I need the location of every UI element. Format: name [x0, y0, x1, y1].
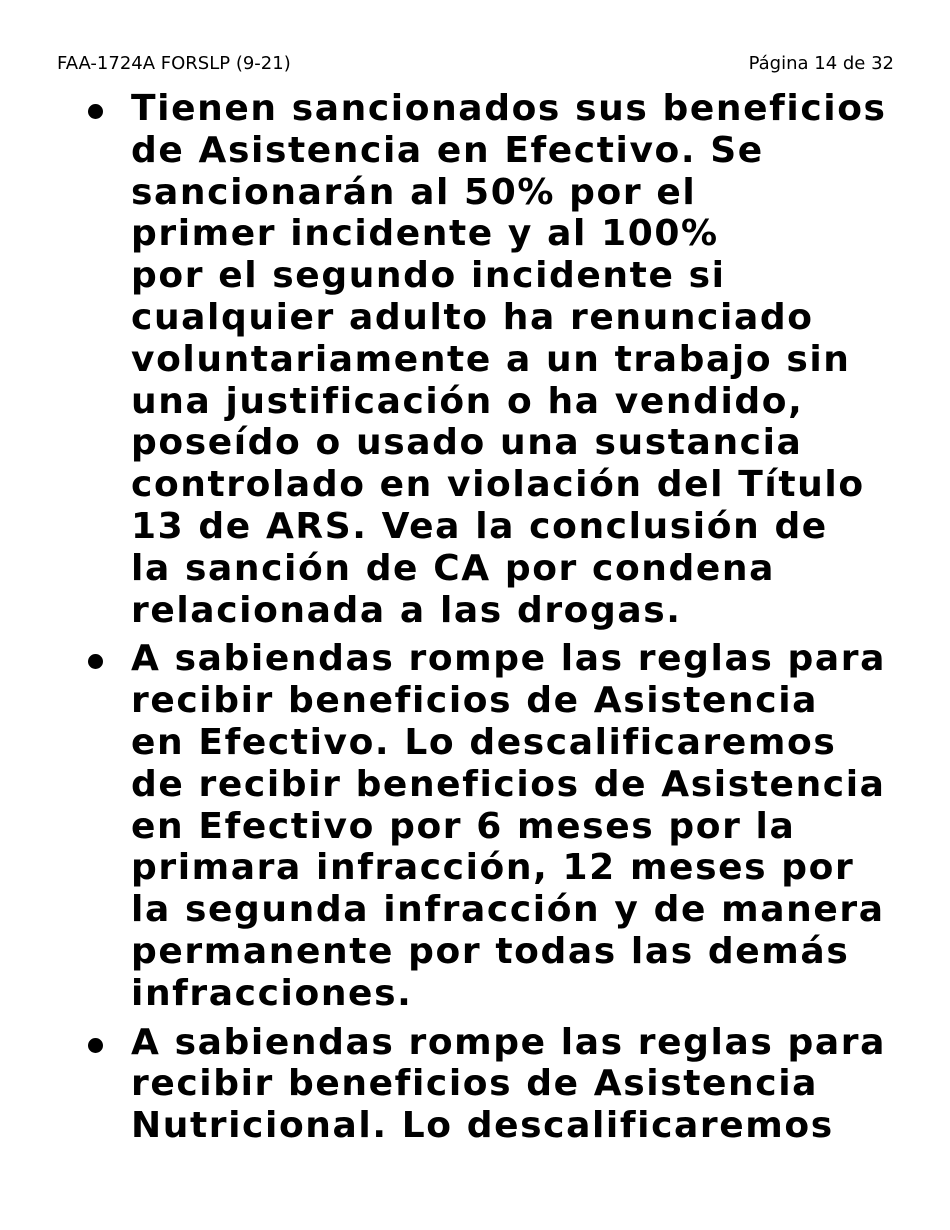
bullet-item-nutrition-rule-violation	[0, 1022, 950, 1147]
bullet-line: 13 de ARS. Vea la conclusión de	[131, 505, 828, 547]
bullet-line: poseído o usado una sustancia	[131, 422, 803, 464]
bullet-line: controlado en violación del Título	[131, 464, 865, 506]
bullet-line: permanente por todas las demás	[131, 930, 850, 972]
bullet-line: recibir beneficios de Asistencia	[131, 1063, 819, 1105]
bullet-line: la segunda infracción y de manera	[131, 889, 885, 931]
bullet-line: una justificación o ha vendido,	[131, 380, 804, 422]
form-id: FAA-1724A FORSLP (9-21)	[57, 53, 291, 74]
bullet-line: infracciones.	[131, 972, 413, 1014]
bullet-line: relacionada a las drogas.	[131, 589, 682, 631]
bullet-list	[0, 88, 950, 1154]
bullet-line: en Efectivo por 6 meses por la	[131, 805, 796, 847]
bullet-icon	[88, 1038, 103, 1053]
bullet-line: A sabiendas rompe las reglas para	[131, 638, 887, 680]
bullet-line: la sanción de CA por condena	[131, 547, 776, 589]
bullet-line: sancionarán al 50% por el	[131, 171, 697, 213]
bullet-item-cash-rule-violation	[0, 638, 950, 1014]
page-header	[57, 52, 894, 76]
bullet-line: primer incidente y al 100%	[131, 213, 719, 255]
bullet-line: recibir beneficios de Asistencia	[131, 680, 819, 722]
bullet-line: Nutricional. Lo descalificaremos	[131, 1105, 834, 1147]
bullet-icon	[88, 654, 103, 669]
bullet-line: de Asistencia en Efectivo. Se	[131, 129, 764, 171]
bullet-line: de recibir beneficios de Asistencia	[131, 763, 886, 805]
bullet-line: A sabiendas rompe las reglas para	[131, 1021, 887, 1063]
bullet-line: primara infracción, 12 meses por	[131, 847, 855, 889]
bullet-icon	[88, 104, 103, 119]
bullet-line: por el segundo incidente si	[131, 255, 726, 297]
bullet-line: voluntariamente a un trabajo sin	[131, 338, 851, 380]
bullet-line: cualquier adulto ha renunciado	[131, 296, 814, 338]
bullet-line: en Efectivo. Lo descalificaremos	[131, 721, 837, 763]
bullet-line: Tienen sancionados sus beneficios	[131, 88, 887, 129]
bullet-item-cash-sanction	[0, 88, 950, 631]
page-number: Página 14 de 32	[748, 53, 894, 74]
